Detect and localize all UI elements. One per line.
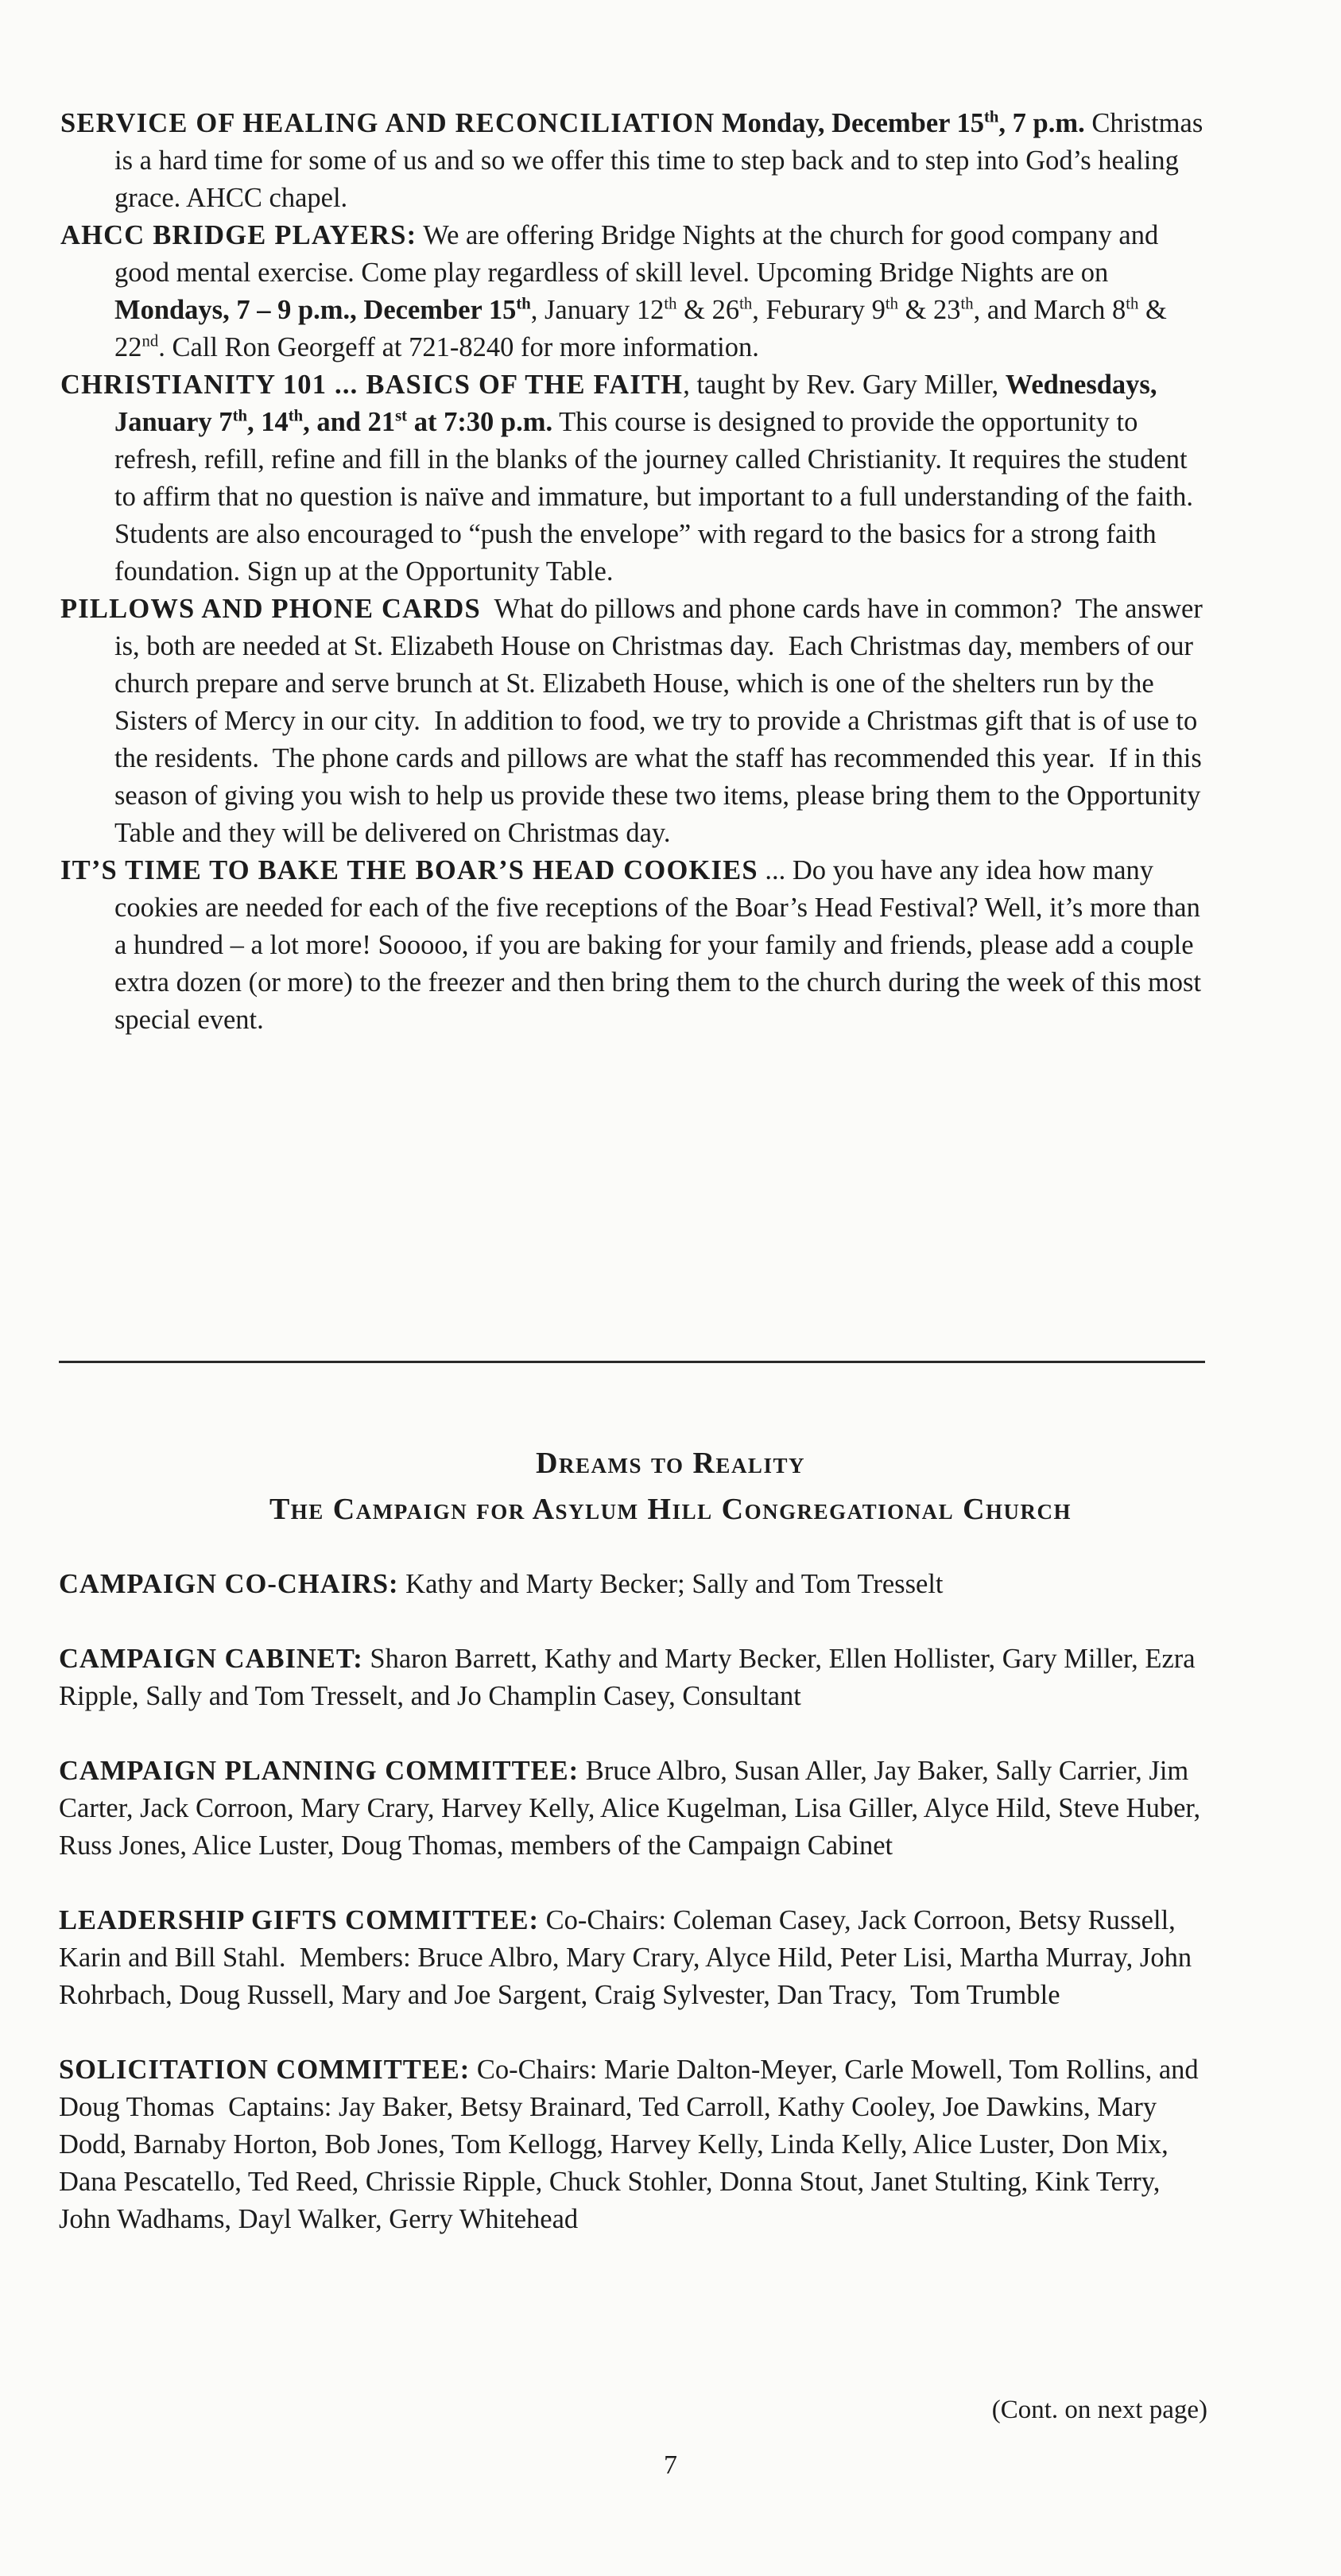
announcement-christianity-101	[60, 366, 1205, 591]
ordinal-suffix: th	[664, 295, 677, 313]
section-divider	[59, 1361, 1205, 1363]
announcement-heading: CHRISTIANITY 101 ... BASICS OF THE FAITH	[60, 370, 684, 400]
announcement-body: ... Do you have any idea how many cookies are needed for each of the five receptions of the Boar’s Head Festival? Well, it’s more than a hundred – a lot more! Sooooo, if you are baking for your family and friends, please add a couple extra dozen (or more) to the freezer and then bring them to the church during the week of this most special event.	[114, 855, 1202, 1035]
announcement-time: , 7 p.m.	[998, 108, 1085, 138]
announcement-heading: SERVICE OF HEALING AND RECONCILIATION	[60, 108, 715, 138]
announcement-body: , taught by Rev. Gary Miller,	[683, 370, 1006, 400]
campaign-title	[0, 1440, 1341, 1532]
announcement-body: & 22	[114, 295, 1167, 362]
announcement-heading: IT’S TIME TO BAKE THE BOAR’S HEAD COOKIES	[60, 855, 758, 885]
committee-members: Sharon Barrett, Kathy and Marty Becker, Ellen Hollister, Gary Miller, Ezra Ripple, Sally and Tom Tresselt, and Jo Champlin Casey, Consultant	[59, 1644, 1196, 1711]
announcement-healing-service	[60, 105, 1205, 217]
ordinal-suffix: th	[1126, 295, 1139, 313]
committee-planning	[59, 1753, 1211, 1865]
ordinal-suffix: st	[395, 407, 408, 425]
announcement-schedule: , 14	[246, 407, 289, 437]
announcements-section	[60, 105, 1210, 1039]
ordinal-suffix: th	[885, 295, 898, 313]
announcement-body: & 26	[676, 295, 740, 325]
continued-note: (Cont. on next page)	[991, 2396, 1207, 2424]
ordinal-suffix: th	[288, 407, 304, 425]
committee-members: Bruce Albro, Susan Aller, Jay Baker, Sally Carrier, Jim Carter, Jack Corroon, Mary Crary, Harvey Kelly, Alice Kugelman, Lisa Giller, Alyce Hild, Steve Huber, Russ Jones, Alice Luster, Doug Thomas, members of the Campaign Cabinet	[59, 1756, 1201, 1861]
ordinal-suffix: th	[516, 295, 531, 313]
announcement-bridge-players	[60, 217, 1205, 366]
announcement-schedule: Mondays, 7 – 9 p.m., December 15	[114, 295, 517, 325]
ordinal-suffix: nd	[141, 332, 159, 351]
announcement-body: We are offering Bridge Nights at the church for good company and good mental exercise. Come play regardless of skill level. Upcoming Bridge Nights are on	[114, 220, 1159, 288]
announcement-schedule: at 7:30 p.m.	[407, 407, 553, 437]
announcement-boars-head-cookies	[60, 852, 1205, 1039]
ordinal-suffix: th	[960, 295, 974, 313]
committee-heading: CAMPAIGN PLANNING COMMITTEE:	[59, 1756, 579, 1786]
committee-members: Kathy and Marty Becker; Sally and Tom Tresselt	[398, 1569, 944, 1599]
announcement-heading: AHCC BRIDGE PLAYERS:	[60, 220, 417, 250]
announcement-body: This course is designed to provide the opportunity to refresh, refill, refine and fill in the blanks of the journey called Christianity. It requires the student to affirm that no question is naïve and immature, but important to a full understanding of the faith. Students are also encouraged to “push the envelope” with regard to the basics for a strong faith foundation. Sign up at the Opportunity Table.	[114, 407, 1194, 587]
announcement-heading: PILLOWS AND PHONE CARDS	[60, 594, 481, 624]
ordinal-suffix: th	[232, 407, 247, 425]
page-number: 7	[664, 2450, 677, 2480]
announcement-body: What do pillows and phone cards have in common? The answer is, both are needed at St. Elizabeth House on Christmas day. Each Christmas day, members of our church prepare and serve brunch at St. Elizabeth House, which is one of the shelters run by the Sisters of Mercy in our city. In addition to food, we try to provide a Christmas gift that is of use to the residents. The phone cards and pillows are what the staff has recommended this year. If in this season of giving you wish to help us provide these two items, please bring them to the Opportunity Table and they will be delivered on Christmas day.	[114, 594, 1210, 848]
campaign-title-line-1: Dreams to Reality	[536, 1447, 805, 1480]
campaign-title-line-2: The Campaign for Asylum Hill Congregational Church	[269, 1493, 1072, 1526]
announcement-date: Monday, December 15	[722, 108, 984, 138]
ordinal-suffix: th	[983, 108, 999, 126]
committee-heading: SOLICITATION COMMITTEE:	[59, 2055, 471, 2085]
committee-solicitation	[59, 2051, 1211, 2238]
announcement-body: & 23	[897, 295, 961, 325]
committee-heading: CAMPAIGN CO-CHAIRS:	[59, 1569, 399, 1599]
announcement-body: . Call Ron Georgeff at 721-8240 for more information.	[158, 332, 759, 362]
announcement-pillows-phone-cards	[60, 591, 1210, 852]
committee-heading: CAMPAIGN CABINET:	[59, 1644, 363, 1674]
announcement-body: , January 12	[530, 295, 665, 325]
committee-leadership-gifts	[59, 1902, 1211, 2014]
announcement-body: , and March 8	[973, 295, 1126, 325]
committee-heading: LEADERSHIP GIFTS COMMITTEE:	[59, 1905, 540, 1935]
announcement-body: , Feburary 9	[752, 295, 886, 325]
announcement-schedule: Wednesdays, January 7	[114, 370, 1157, 437]
announcement-body: Christmas is a hard time for some of us and so we offer this time to step back and to step into God’s healing grace. AHCC chapel.	[114, 108, 1203, 213]
committee-list	[59, 1566, 1211, 2276]
ordinal-suffix: th	[739, 295, 753, 313]
committee-members: Co-Chairs: Coleman Casey, Jack Corroon, Betsy Russell, Karin and Bill Stahl. Members: Bruce Albro, Mary Crary, Alyce Hild, Peter Lisi, Martha Murray, John Rohrbach, Doug Russell, Mary and Joe Sargent, Craig Sylvester, Dan Tracy, Tom Trumble	[59, 1905, 1199, 2010]
announcement-schedule: , and 21	[303, 407, 396, 437]
committee-co-chairs	[59, 1566, 1211, 1603]
committee-members: Co-Chairs: Marie Dalton-Meyer, Carle Mowell, Tom Rollins, and Doug Thomas Captains: Jay Baker, Betsy Brainard, Ted Carroll, Kathy Cooley, Joe Dawkins, Mary Dodd, Barnaby Horton, Bob Jones, Tom Kellogg, Harvey Kelly, Linda Kelly, Alice Luster, Don Mix, Dana Pescatello, Ted Reed, Chrissie Ripple, Chuck Stohler, Donna Stout, Janet Stulting, Kink Terry, John Wadhams, Dayl Walker, Gerry Whitehead	[59, 2055, 1206, 2234]
committee-cabinet	[59, 1641, 1211, 1715]
